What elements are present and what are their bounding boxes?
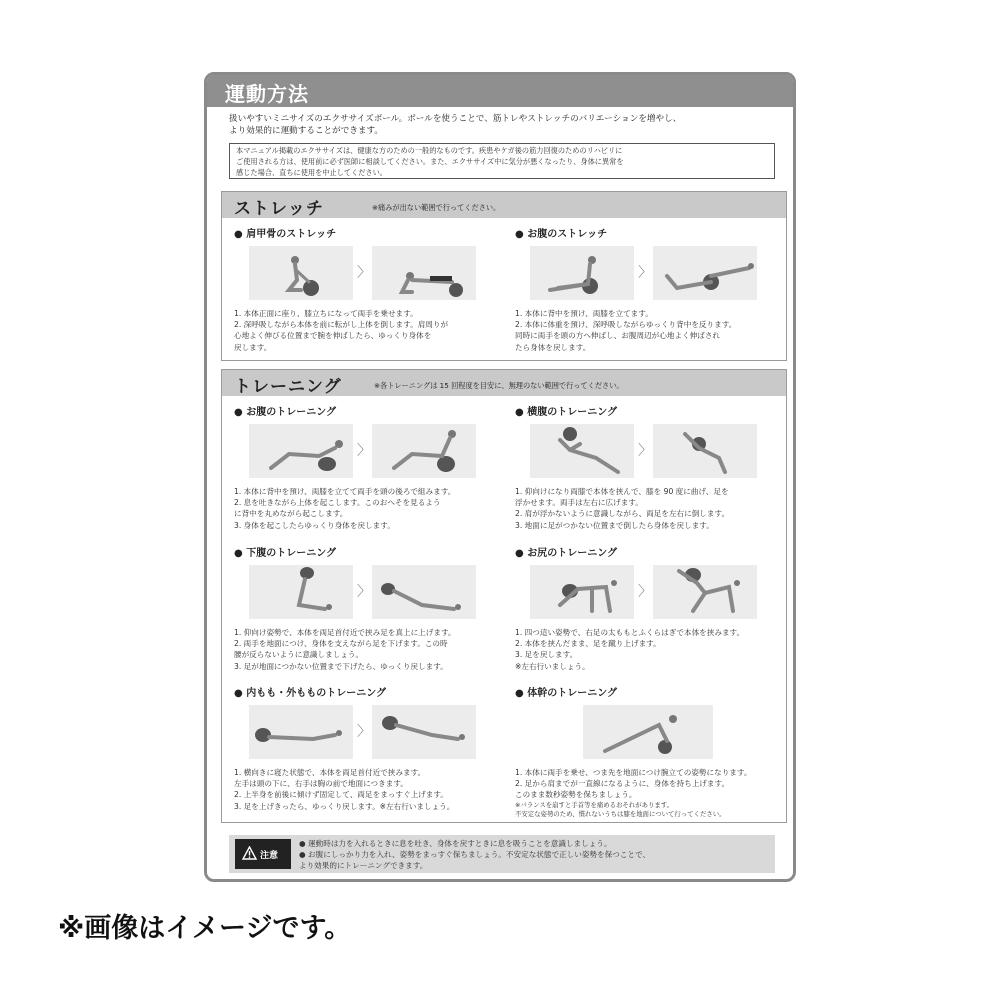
exercise-photo (249, 424, 353, 478)
step-line: 2. 本体を挟んだまま、足を蹴り上げます。 (515, 639, 661, 649)
exercise-steps (515, 308, 785, 353)
exercise-photo (249, 565, 353, 619)
exercise-photos (515, 565, 785, 621)
exercise-title: ● お尻のトレーニング (515, 548, 618, 559)
step-line: 2. 息を吐きながら上体を起こします。このおへそを見るよう (234, 498, 441, 508)
exercise-lower-abdomen-training (234, 544, 504, 672)
exercise-steps (515, 486, 785, 531)
exercise-photo (583, 705, 713, 759)
exercise-steps (234, 308, 504, 353)
caution-box (229, 835, 775, 873)
notice-box (229, 143, 775, 179)
exercise-photo (372, 246, 476, 300)
step-line: 2. 肩が浮かないように意識しながら、両足を左右に倒します。 (515, 509, 730, 519)
step-line: 1. 仰向け姿勢で、本体を両足首付近で挟み足を真上に上げます。 (234, 628, 456, 637)
exercise-photo (372, 705, 476, 759)
exercise-steps (234, 767, 504, 812)
title-bar (207, 75, 793, 107)
step-line: 1. 本体に背中を預け、両膝を立てます。 (515, 309, 653, 318)
training-section (221, 369, 787, 823)
notice-line: ご使用される方は、使用前に必ず医師に相談してください。また、エクササイズ中に気分が悪くなったり、身体に異常を (236, 157, 624, 166)
exercise-steps (234, 627, 504, 672)
exercise-title: ● お腹のトレーニング (234, 407, 337, 418)
chevron-right-icon: 〉 (638, 584, 652, 600)
chevron-right-icon: 〉 (638, 265, 652, 281)
exercise-title: ● お腹のストレッチ (515, 229, 608, 240)
exercise-photo (530, 246, 634, 300)
step-line: 1. 本体に背中を預け、両膝を立てて両手を頭の後ろで組みます。 (234, 487, 456, 496)
step-line: 3. 足を上げきったら、ゆっくり戻します。※左右行いましょう。 (234, 801, 455, 811)
exercise-title: ● 横腹のトレーニング (515, 407, 618, 418)
notice-line: 感じた場合、直ちに使用を中止してください。 (236, 168, 387, 177)
training-header (222, 370, 786, 396)
intro-line: より効果的に運動することができます。 (229, 126, 384, 136)
chevron-right-icon: 〉 (357, 724, 371, 740)
step-line: 1. 本体正面に座り、膝立ちになって両手を乗せます。 (234, 309, 418, 318)
training-note: ※各トレーニングは 15 回程度を目安に、無理のない範囲で行ってください。 (374, 381, 624, 390)
exercise-manual-sheet (204, 72, 796, 882)
chevron-right-icon: 〉 (638, 443, 652, 459)
exercise-photo (653, 424, 757, 478)
caution-label: 注意 (260, 851, 279, 861)
stretch-note: ※痛みが出ない範囲で行ってください。 (372, 203, 501, 212)
step-line: このまま数秒姿勢を保ちましょう。 (515, 790, 637, 800)
step-line: 心地よく伸びる位置まで腕を伸ばしたら、ゆっくり身体を (234, 331, 432, 341)
step-line: 2. 足から肩までが一直線になるように、身体を持ち上げます。 (515, 779, 730, 789)
step-line: 2. 上半身を前後に傾けず固定して、両足をまっすぐ上げます。 (234, 790, 448, 800)
exercise-steps (515, 767, 785, 819)
exercise-photo (653, 565, 757, 619)
intro-text (229, 113, 779, 137)
exercise-photo (372, 424, 476, 478)
exercise-photos (234, 424, 504, 480)
chevron-right-icon: 〉 (357, 265, 371, 281)
step-line: 2. 本体に体重を預け、深呼吸しながらゆっくり背中を反ります。 (515, 320, 737, 330)
caution-line: ● 運動時は力を入れるときに息を吐き、身体を戻すときに息を吸うことを意識しましょう。 (299, 839, 612, 848)
step-line: 3. 足が地面につかない位置まで下げたら、ゆっくり戻します。 (234, 661, 448, 671)
exercise-title: ● 肩甲骨のストレッチ (234, 229, 337, 240)
step-line: 1. 四つ這い姿勢で、右足の太ももとふくらはぎで本体を挟みます。 (515, 628, 745, 637)
exercise-photos (515, 246, 785, 302)
exercise-title: ● 下腹のトレーニング (234, 548, 337, 559)
exercise-abdomen-training (234, 403, 504, 531)
exercise-core-training (515, 684, 785, 819)
step-line: ※バランスを崩すと手首等を痛めるおそれがあります。 (515, 800, 674, 809)
step-line: 左手は頭の下に、右手は胸の前で地面につきます。 (234, 779, 408, 789)
chevron-right-icon: 〉 (357, 584, 371, 600)
exercise-photo (530, 424, 634, 478)
step-line: 戻します。 (234, 342, 272, 352)
exercise-thigh-training (234, 684, 504, 812)
step-line: 1. 横向きに寝た状態で、本体を両足首付近で挟みます。 (234, 768, 426, 777)
exercise-title: ● 内もも・外もものトレーニング (234, 688, 387, 699)
step-line: 不安定な姿勢のため、慣れないうちは膝を地面について行ってください。 (515, 809, 726, 818)
page-title: 運動方法 (225, 82, 309, 106)
caution-badge (235, 839, 291, 869)
exercise-photo (530, 565, 634, 619)
exercise-side-abdomen-training (515, 403, 785, 531)
exercise-photos (234, 246, 504, 302)
step-line: ※左右行いましょう。 (515, 661, 590, 671)
step-line: 1. 仰向けになり両膝で本体を挟んで、膝を 90 度に曲げ、足を (515, 487, 729, 496)
step-line: 3. 足を戻します。 (515, 650, 578, 660)
exercise-abdomen-stretch (515, 225, 785, 353)
exercise-photo (249, 246, 353, 300)
exercise-title: ● 体幹のトレーニング (515, 688, 618, 699)
exercise-photos (234, 705, 504, 761)
caution-line: より効果的にトレーニングできます。 (299, 861, 428, 870)
step-line: 2. 両手を地面につけ、身体を支えながら足を下げます。この時 (234, 639, 448, 649)
step-line: に背中を丸めながら起こします。 (234, 509, 348, 519)
exercise-shoulder-stretch (234, 225, 504, 353)
training-heading: トレーニング (234, 377, 342, 397)
warning-triangle-icon (242, 846, 257, 860)
step-line: 1. 本体に両手を乗せ、つま先を地面につけ腕立ての姿勢になります。 (515, 768, 752, 777)
step-line: 2. 深呼吸しながら本体を前に転がし上体を倒します。肩周りが (234, 320, 449, 330)
intro-line: 扱いやすいミニサイズのエクササイズボール。ボールを使うことで、筋トレやストレッチのバリエーションを増やし、 (229, 114, 682, 124)
exercise-photo (249, 705, 353, 759)
exercise-photos (515, 705, 785, 761)
exercise-glute-training (515, 544, 785, 672)
step-line: 3. 地面に足がつかない位置まで倒したら身体を戻します。 (515, 520, 714, 530)
stretch-heading: ストレッチ (234, 199, 324, 219)
caution-text (299, 838, 650, 871)
exercise-steps (234, 486, 504, 531)
stretch-header (222, 192, 786, 218)
step-line: 腰が反らないように意識しましょう。 (234, 650, 364, 660)
exercise-photo (653, 246, 757, 300)
stretch-section (221, 191, 787, 361)
step-line: 浮かせます。両手は左右に広げます。 (515, 498, 643, 508)
image-disclaimer: ※画像はイメージです。 (58, 913, 352, 944)
exercise-steps (515, 627, 785, 672)
step-line: 同時に両手を頭の方へ伸ばし、お腹周辺が心地よく伸ばされ (515, 331, 721, 341)
notice-line: 本マニュアル掲載のエクササイズは、健康な方のための一般的なものです。疾患やケガ後の筋力回復のためのリハビリに (236, 146, 623, 155)
exercise-photo (372, 565, 476, 619)
step-line: たら身体を戻します。 (515, 342, 591, 352)
step-line: 3. 身体を起こしたらゆっくり身体を戻します。 (234, 520, 395, 530)
exercise-photos (234, 565, 504, 621)
caution-line: ● お腹にしっかり力を入れ、姿勢をまっすぐ保ちましょう。不安定な状態で正しい姿勢を保つことで、 (299, 850, 651, 859)
chevron-right-icon: 〉 (357, 443, 371, 459)
exercise-photos (515, 424, 785, 480)
